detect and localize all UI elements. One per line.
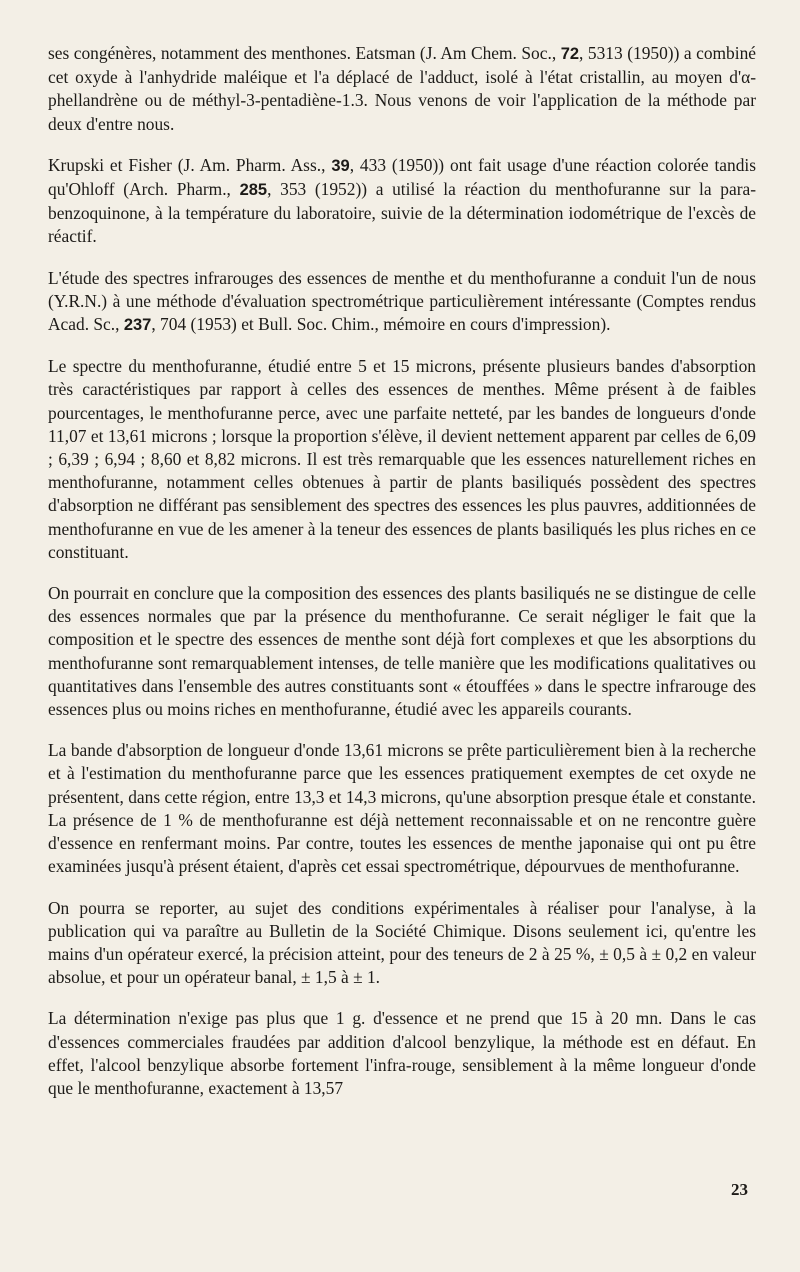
volume-number: 39 xyxy=(331,156,350,175)
volume-number: 72 xyxy=(560,45,580,63)
paragraph-text: On pourrait en conclure que la composition des essences des plants basiliqués ne se distingue de celle des essences normales que par la présence du menthofuranne. Ce serait négliger le fait que la composition et le spectre des essences de menthe sont déjà fort complexes et que les absorptions du menthofuranne sont remarquablement intenses, de telle manière que les modifications qualitatives ou quantitatives dans l'ensemble des autres constituants sont « étouffées » dans le spectre infrarouge des essences plus ou moins riches en menthofuranne, étudié avec les appareils courants. xyxy=(48,583,756,720)
paragraph-text: , 704 (1953) et Bull. Soc. Chim., mémoire en cours d'impression). xyxy=(151,314,611,335)
paragraph xyxy=(48,42,756,136)
paragraph-text: La bande d'absorption de longueur d'onde 13,61 microns se prête particulièrement bien à la recherche et à l'estimation du menthofuranne parce que les essences pratiquement exemptes de cet oxyde ne présentent, dans cette région, entre 13,3 et 14,3 microns, qu'une absorption presque étale et constante. La présence de 1 % de menthofuranne est déjà nettement reconnaissable et on ne rencontre guère d'essence en renfermant moins. Par contre, toutes les essences de menthe japonaise qui ont pu être examinées jusqu'à présent étaient, d'après cet essai spectrométrique, dépourvues de menthofuranne. xyxy=(48,740,756,877)
paragraph-text: , 353 (1952)) a utilisé la réaction du menthofuranne sur la para-benzoquinone, à la température du laboratoire, suivie de la détermination iodométrique de l'excès de réactif. xyxy=(48,179,756,247)
paragraph xyxy=(48,154,756,249)
paragraph-text: , 5313 (1950)) a combiné cet oxyde à l'anhydride maléique et l'a déplacé de l'adduct, isolé à l'état cristallin, au moyen d'α-phellandrène ou de méthyl-3-pentadiène-1.3. Nous venons de voir l'application de la méthode par deux d'entre nous. xyxy=(48,43,756,134)
paragraph xyxy=(48,355,756,564)
paragraph-text: Krupski et Fisher (J. Am. Pharm. Ass., xyxy=(48,154,332,175)
paragraph-text: , 433 (1950)) ont fait usage d'une réaction colorée tandis qu'Ohloff (Arch. Pharm., xyxy=(48,154,757,200)
paragraph xyxy=(48,582,756,721)
volume-number: 237 xyxy=(123,316,152,335)
paragraph xyxy=(48,267,756,338)
page-number: 23 xyxy=(731,1180,748,1199)
paragraph xyxy=(48,897,756,990)
paragraph-text: La détermination n'exige pas plus que 1 g. d'essence et ne prend que 15 à 20 mn. Dans le cas d'essences commerciales fraudées par addition d'alcool benzylique, la méthode est en défaut. En effet, l'alcool benzylique absorbe fortement l'infra-rouge, sensiblement à la même longueur d'onde que le menthofuranne, exactement à 13,57 xyxy=(48,1008,756,1098)
paragraph-text: L'étude des spectres infrarouges des essences de menthe et du menthofuranne a conduit l'un de nous (Y.R.N.) à une méthode d'évaluation spectrométrique particulièrement intéressante (Comptes rendus Acad. Sc., xyxy=(48,267,756,335)
body-text xyxy=(48,42,756,1100)
volume-number: 285 xyxy=(239,181,268,200)
paragraph-text: ses congénères, notamment des menthones. Eatsman (J. Am Chem. Soc., xyxy=(48,43,561,63)
paragraph xyxy=(48,739,756,878)
paragraph xyxy=(48,1007,756,1100)
paragraph-text: On pourra se reporter, au sujet des conditions expérimentales à réaliser pour l'analyse, à la publication qui va paraître au Bulletin de la Société Chimique. Disons seulement ici, qu'entre les mains d'un opérateur exercé, la précision atteint, pour des teneurs de 2 à 25 %, ± 0,5 à ± 0,2 en valeur absolue, et pour un opérateur banal, ± 1,5 à ± 1. xyxy=(48,897,756,988)
paragraph-text: Le spectre du menthofuranne, étudié entre 5 et 15 microns, présente plusieurs bandes d'absorption très caractéristiques par rapport à celles des essences de menthes. Même présent à de faibles pourcentages, le menthofuranne perce, avec une parfaite netteté, par les bandes de longueurs d'onde 11,07 et 13,61 microns ; lorsque la proportion s'élève, il devient nettement apparent par celles de 6,09 ; 6,39 ; 6,94 ; 8,60 et 8,82 microns. Il est très remarquable que les essences naturellement riches en menthofuranne, notamment celles obtenues à partir de plants basiliqués possèdent des spectres d'absorption ne différant pas sensiblement des spectres des essences les plus pauvres, additionnées de menthofuranne en vue de les amener à la teneur des essences de plants basiliqués les plus riches en ce constituant. xyxy=(48,356,756,562)
